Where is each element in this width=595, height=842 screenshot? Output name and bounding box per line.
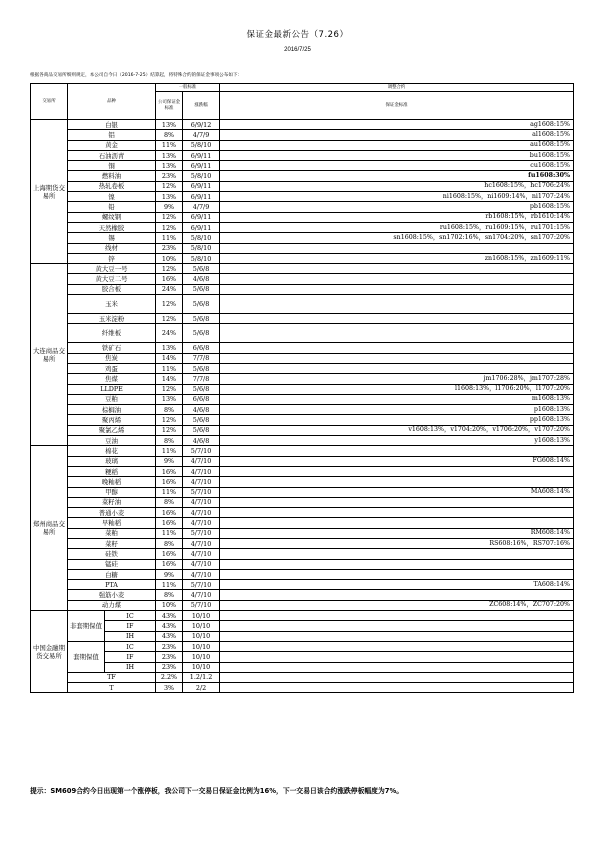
adjusted-margin: jm1706:28%，jm1707:28%	[220, 374, 574, 384]
intro-text: 根据各商品交易所细则规定，本公司自今日（2016-7-25）结算起，将特殊合约的保证金事项公布如下：	[30, 73, 243, 78]
adjusted-margin	[220, 641, 574, 651]
table-row	[31, 150, 574, 160]
limit-range: 5/8/10	[183, 140, 220, 150]
company-margin: 16%	[156, 274, 183, 284]
variety-name: 铁矿石	[68, 343, 156, 353]
company-margin: 43%	[156, 621, 183, 631]
variety-name: 玉米淀粉	[68, 314, 156, 324]
company-margin: 16%	[156, 559, 183, 569]
header-limit: 涨跌幅	[183, 92, 220, 120]
table-row	[31, 456, 574, 466]
variety-name: 玻璃	[68, 456, 156, 466]
adjusted-margin	[220, 621, 574, 631]
variety-name: 焦煤	[68, 374, 156, 384]
company-margin: 3%	[156, 683, 183, 693]
variety-name: 铅	[68, 202, 156, 212]
variety-name: 热轧卷板	[68, 181, 156, 191]
adjusted-margin	[220, 518, 574, 528]
adjusted-margin: fu1608:30%	[220, 171, 574, 181]
adjusted-margin	[220, 324, 574, 343]
adjusted-margin	[220, 353, 574, 363]
variety-name: 早籼稻	[68, 518, 156, 528]
limit-range: 2/2	[183, 683, 220, 693]
table-row	[31, 295, 574, 314]
company-margin: 12%	[156, 264, 183, 274]
table-row	[31, 374, 574, 384]
table-row	[31, 621, 574, 631]
variety-name: IH	[105, 631, 156, 641]
limit-range: 4/6/8	[183, 436, 220, 446]
company-margin: 2.2%	[156, 672, 183, 682]
adjusted-margin	[220, 274, 574, 284]
adjusted-margin: bu1608:15%	[220, 150, 574, 160]
limit-range: 5/8/10	[183, 233, 220, 243]
table-row	[31, 405, 574, 415]
table-row	[31, 181, 574, 191]
adjusted-margin	[220, 477, 574, 487]
variety-name: 粳稻	[68, 466, 156, 476]
company-margin: 9%	[156, 202, 183, 212]
company-margin: 10%	[156, 253, 183, 263]
adjusted-margin: rb1608:15%，rb1610:14%	[220, 212, 574, 222]
table-row	[31, 343, 574, 353]
company-margin: 8%	[156, 130, 183, 140]
adjusted-margin	[220, 243, 574, 253]
table-row	[31, 631, 574, 641]
limit-range: 6/6/8	[183, 343, 220, 353]
limit-range: 10/10	[183, 662, 220, 672]
adjusted-margin: au1608:15%	[220, 140, 574, 150]
variety-name: 白银	[68, 120, 156, 130]
adjusted-margin	[220, 569, 574, 579]
variety-name: 棉花	[68, 446, 156, 456]
limit-range: 5/6/8	[183, 324, 220, 343]
table-row	[31, 477, 574, 487]
table-row	[31, 600, 574, 610]
exchange-shfe: 上海期货交易所	[31, 120, 68, 264]
company-margin: 12%	[156, 295, 183, 314]
adjusted-margin: MA608:14%	[220, 487, 574, 497]
announcement-date: 2016/7/25	[284, 47, 311, 53]
table-row	[31, 363, 574, 373]
company-margin: 9%	[156, 456, 183, 466]
limit-range: 4/7/10	[183, 518, 220, 528]
adjusted-margin	[220, 662, 574, 672]
table-row	[31, 171, 574, 181]
limit-range: 10/10	[183, 621, 220, 631]
adjusted-margin	[220, 497, 574, 507]
company-margin: 11%	[156, 446, 183, 456]
limit-range: 4/7/10	[183, 538, 220, 548]
company-margin: 11%	[156, 580, 183, 590]
company-margin: 16%	[156, 518, 183, 528]
table-row	[31, 538, 574, 548]
adjusted-margin	[220, 363, 574, 373]
variety-name: 黄金	[68, 140, 156, 150]
header-exchange: 交易所	[31, 84, 68, 120]
limit-range: 5/7/10	[183, 446, 220, 456]
company-margin: 11%	[156, 140, 183, 150]
company-margin: 9%	[156, 569, 183, 579]
table-row	[31, 264, 574, 274]
limit-range: 5/7/10	[183, 600, 220, 610]
exchange-czce: 郑州商品交易所	[31, 446, 68, 611]
adjusted-margin: ag1608:15%	[220, 120, 574, 130]
limit-range: 5/6/8	[183, 425, 220, 435]
adjusted-margin	[220, 508, 574, 518]
table-row	[31, 652, 574, 662]
header-adjusted: 调整合约	[220, 84, 574, 92]
adjusted-margin: ru1608:15%，ru1609:15%，ru1701:15%	[220, 222, 574, 232]
company-margin: 11%	[156, 363, 183, 373]
table-row	[31, 549, 574, 559]
table-row	[31, 580, 574, 590]
limit-range: 5/6/8	[183, 415, 220, 425]
adjusted-margin	[220, 683, 574, 693]
adjusted-margin	[220, 343, 574, 353]
variety-name: 聚氯乙烯	[68, 425, 156, 435]
limit-range: 4/7/10	[183, 569, 220, 579]
limit-range: 5/6/8	[183, 363, 220, 373]
table-row	[31, 140, 574, 150]
variety-name: 菜籽	[68, 538, 156, 548]
limit-range: 6/9/12	[183, 120, 220, 130]
table-row	[31, 243, 574, 253]
group-hedge: 套期保值	[68, 641, 105, 672]
variety-name: 普通小麦	[68, 508, 156, 518]
table-row	[31, 222, 574, 232]
table-row	[31, 192, 574, 202]
adjusted-margin	[220, 314, 574, 324]
table-row	[31, 120, 574, 130]
company-margin: 12%	[156, 415, 183, 425]
limit-range: 5/7/10	[183, 528, 220, 538]
company-margin: 16%	[156, 549, 183, 559]
limit-range: 10/10	[183, 631, 220, 641]
limit-range: 10/10	[183, 641, 220, 651]
page-title: 保证金最新公告（7.26）	[246, 30, 349, 40]
exchange-dce: 大连商品交易所	[31, 264, 68, 446]
company-margin: 8%	[156, 538, 183, 548]
adjusted-margin: pp1608:13%	[220, 415, 574, 425]
adjusted-margin: al1608:15%	[220, 130, 574, 140]
header-general: 一般标准	[156, 84, 220, 92]
table-row	[31, 466, 574, 476]
variety-name: 棕榈油	[68, 405, 156, 415]
adjusted-margin: RM608:14%	[220, 528, 574, 538]
company-margin: 23%	[156, 662, 183, 672]
limit-range: 4/7/10	[183, 590, 220, 600]
table-row	[31, 274, 574, 284]
table-row	[31, 233, 574, 243]
limit-range: 4/7/10	[183, 456, 220, 466]
company-margin: 12%	[156, 222, 183, 232]
header-variety: 品种	[68, 84, 156, 120]
limit-range: 6/9/11	[183, 212, 220, 222]
company-margin: 23%	[156, 641, 183, 651]
variety-name: PTA	[68, 580, 156, 590]
variety-name: 聚丙烯	[68, 415, 156, 425]
variety-name: 菜粕	[68, 528, 156, 538]
limit-range: 5/7/10	[183, 580, 220, 590]
company-margin: 13%	[156, 394, 183, 404]
adjusted-margin	[220, 264, 574, 274]
adjusted-margin: v1608:13%，v1704:20%，v1706:20%，v1707:20%	[220, 425, 574, 435]
table-row	[31, 518, 574, 528]
variety-name: IC	[105, 641, 156, 651]
limit-range: 5/6/8	[183, 384, 220, 394]
variety-name: 锡	[68, 233, 156, 243]
adjusted-margin: l1608:13%，l1706:20%，l1707:20%	[220, 384, 574, 394]
company-margin: 8%	[156, 590, 183, 600]
adjusted-margin	[220, 549, 574, 559]
variety-name: IF	[105, 621, 156, 631]
limit-range: 7/7/8	[183, 353, 220, 363]
variety-name: 螺纹钢	[68, 212, 156, 222]
table-row	[31, 353, 574, 363]
adjusted-margin: ni1608:15%，ni1609:14%，ni1707:24%	[220, 192, 574, 202]
group-non-hedge: 非套期保值	[68, 611, 105, 642]
table-row	[31, 611, 574, 621]
tip-text: 提示：SM609合约今日出现第一个涨停板，我公司下一交易日保证金比例为16%，下一交易日该合约涨跌停板幅度为7%。	[30, 787, 404, 795]
limit-range: 4/7/10	[183, 559, 220, 569]
limit-range: 4/7/10	[183, 466, 220, 476]
limit-range: 5/8/10	[183, 171, 220, 181]
table-row	[31, 253, 574, 263]
table-row	[31, 497, 574, 507]
company-margin: 12%	[156, 425, 183, 435]
company-margin: 11%	[156, 233, 183, 243]
limit-range: 6/9/11	[183, 192, 220, 202]
limit-range: 4/6/8	[183, 274, 220, 284]
variety-name: 铝	[68, 130, 156, 140]
table-row	[31, 324, 574, 343]
variety-name: 锰硅	[68, 559, 156, 569]
table-row	[31, 202, 574, 212]
variety-name: 焦炭	[68, 353, 156, 363]
company-margin: 43%	[156, 631, 183, 641]
table-row	[31, 662, 574, 672]
limit-range: 7/7/8	[183, 374, 220, 384]
table-row	[31, 212, 574, 222]
variety-name: IH	[105, 662, 156, 672]
limit-range: 5/8/10	[183, 243, 220, 253]
table-row	[31, 528, 574, 538]
variety-name: 天然橡胶	[68, 222, 156, 232]
table-row	[31, 130, 574, 140]
adjusted-margin: hc1608:15%，hc1706:24%	[220, 181, 574, 191]
company-margin: 13%	[156, 192, 183, 202]
adjusted-margin	[220, 611, 574, 621]
variety-name: 甲醇	[68, 487, 156, 497]
limit-range: 5/8/10	[183, 253, 220, 263]
variety-name: 豆油	[68, 436, 156, 446]
variety-name: 燃料油	[68, 171, 156, 181]
limit-range: 10/10	[183, 611, 220, 621]
limit-range: 1.2/1.2	[183, 672, 220, 682]
company-margin: 16%	[156, 508, 183, 518]
margin-table	[30, 83, 574, 693]
company-margin: 8%	[156, 497, 183, 507]
variety-name: 鸡蛋	[68, 363, 156, 373]
company-margin: 13%	[156, 150, 183, 160]
adjusted-margin: cu1608:15%	[220, 161, 574, 171]
limit-range: 4/6/8	[183, 405, 220, 415]
limit-range: 6/6/8	[183, 394, 220, 404]
company-margin: 13%	[156, 120, 183, 130]
company-margin: 13%	[156, 161, 183, 171]
variety-name: 玉米	[68, 295, 156, 314]
adjusted-margin: ZC608:14%，ZC707:20%	[220, 600, 574, 610]
limit-range: 5/6/8	[183, 295, 220, 314]
adjusted-margin: p1608:13%	[220, 405, 574, 415]
adjusted-margin	[220, 631, 574, 641]
adjusted-margin	[220, 590, 574, 600]
adjusted-margin	[220, 672, 574, 682]
table-row	[31, 508, 574, 518]
table-row	[31, 641, 574, 651]
limit-range: 4/7/9	[183, 202, 220, 212]
adjusted-margin	[220, 284, 574, 294]
table-row	[31, 284, 574, 294]
adjusted-margin: sn1608:15%，sn1702:16%，sn1704:20%，sn1707:20%	[220, 233, 574, 243]
limit-range: 4/7/9	[183, 130, 220, 140]
header-margin-std: 保证金标准	[220, 92, 574, 120]
variety-name: T	[68, 683, 156, 693]
limit-range: 5/6/8	[183, 264, 220, 274]
limit-range: 6/9/11	[183, 150, 220, 160]
company-margin: 14%	[156, 374, 183, 384]
variety-name: 铜	[68, 161, 156, 171]
company-margin: 8%	[156, 436, 183, 446]
company-margin: 23%	[156, 652, 183, 662]
table-row	[31, 384, 574, 394]
variety-name: TF	[68, 672, 156, 682]
variety-name: 黄大豆二号	[68, 274, 156, 284]
variety-name: IF	[105, 652, 156, 662]
variety-name: 豆粕	[68, 394, 156, 404]
table-row	[31, 672, 574, 682]
adjusted-margin	[220, 446, 574, 456]
exchange-cffex: 中国金融期货交易所	[31, 611, 68, 693]
header-company-margin: 公司保证金标准	[156, 92, 183, 120]
limit-range: 5/6/8	[183, 284, 220, 294]
adjusted-margin: TA608:14%	[220, 580, 574, 590]
company-margin: 8%	[156, 405, 183, 415]
adjusted-margin	[220, 466, 574, 476]
company-margin: 16%	[156, 477, 183, 487]
table-row	[31, 590, 574, 600]
adjusted-margin: RS608:16%，RS707:16%	[220, 538, 574, 548]
variety-name: 石油沥青	[68, 150, 156, 160]
variety-name: 动力煤	[68, 600, 156, 610]
variety-name: 黄大豆一号	[68, 264, 156, 274]
limit-range: 4/7/10	[183, 497, 220, 507]
limit-range: 6/9/11	[183, 181, 220, 191]
table-row	[31, 446, 574, 456]
adjusted-margin: y1608:13%	[220, 436, 574, 446]
variety-name: 镍	[68, 192, 156, 202]
variety-name: 锌	[68, 253, 156, 263]
company-margin: 12%	[156, 212, 183, 222]
limit-range: 4/7/10	[183, 549, 220, 559]
company-margin: 16%	[156, 466, 183, 476]
company-margin: 11%	[156, 487, 183, 497]
adjusted-margin: zn1608:15%，zn1609:11%	[220, 253, 574, 263]
table-row	[31, 415, 574, 425]
variety-name: LLDPE	[68, 384, 156, 394]
company-margin: 12%	[156, 314, 183, 324]
limit-range: 4/7/10	[183, 508, 220, 518]
table-row	[31, 487, 574, 497]
company-margin: 24%	[156, 284, 183, 294]
table-row	[31, 394, 574, 404]
company-margin: 14%	[156, 353, 183, 363]
limit-range: 4/7/10	[183, 477, 220, 487]
variety-name: 线材	[68, 243, 156, 253]
variety-name: 菜籽油	[68, 497, 156, 507]
company-margin: 43%	[156, 611, 183, 621]
table-row	[31, 559, 574, 569]
adjusted-margin	[220, 559, 574, 569]
table-row	[31, 436, 574, 446]
variety-name: 强筋小麦	[68, 590, 156, 600]
limit-range: 6/9/11	[183, 222, 220, 232]
adjusted-margin	[220, 295, 574, 314]
adjusted-margin: FG608:14%	[220, 456, 574, 466]
company-margin: 24%	[156, 324, 183, 343]
table-row	[31, 683, 574, 693]
limit-range: 5/6/8	[183, 314, 220, 324]
variety-name: IC	[105, 611, 156, 621]
company-margin: 23%	[156, 243, 183, 253]
limit-range: 10/10	[183, 652, 220, 662]
company-margin: 11%	[156, 528, 183, 538]
adjusted-margin: pb1608:15%	[220, 202, 574, 212]
variety-name: 纤维板	[68, 324, 156, 343]
table-row	[31, 569, 574, 579]
variety-name: 晚籼稻	[68, 477, 156, 487]
table-row	[31, 161, 574, 171]
variety-name: 硅铁	[68, 549, 156, 559]
company-margin: 10%	[156, 600, 183, 610]
company-margin: 12%	[156, 384, 183, 394]
company-margin: 13%	[156, 343, 183, 353]
company-margin: 23%	[156, 171, 183, 181]
limit-range: 6/9/11	[183, 161, 220, 171]
variety-name: 胶合板	[68, 284, 156, 294]
table-row	[31, 314, 574, 324]
adjusted-margin: m1608:13%	[220, 394, 574, 404]
variety-name: 白糖	[68, 569, 156, 579]
table-row	[31, 425, 574, 435]
adjusted-margin	[220, 652, 574, 662]
limit-range: 5/7/10	[183, 487, 220, 497]
company-margin: 12%	[156, 181, 183, 191]
